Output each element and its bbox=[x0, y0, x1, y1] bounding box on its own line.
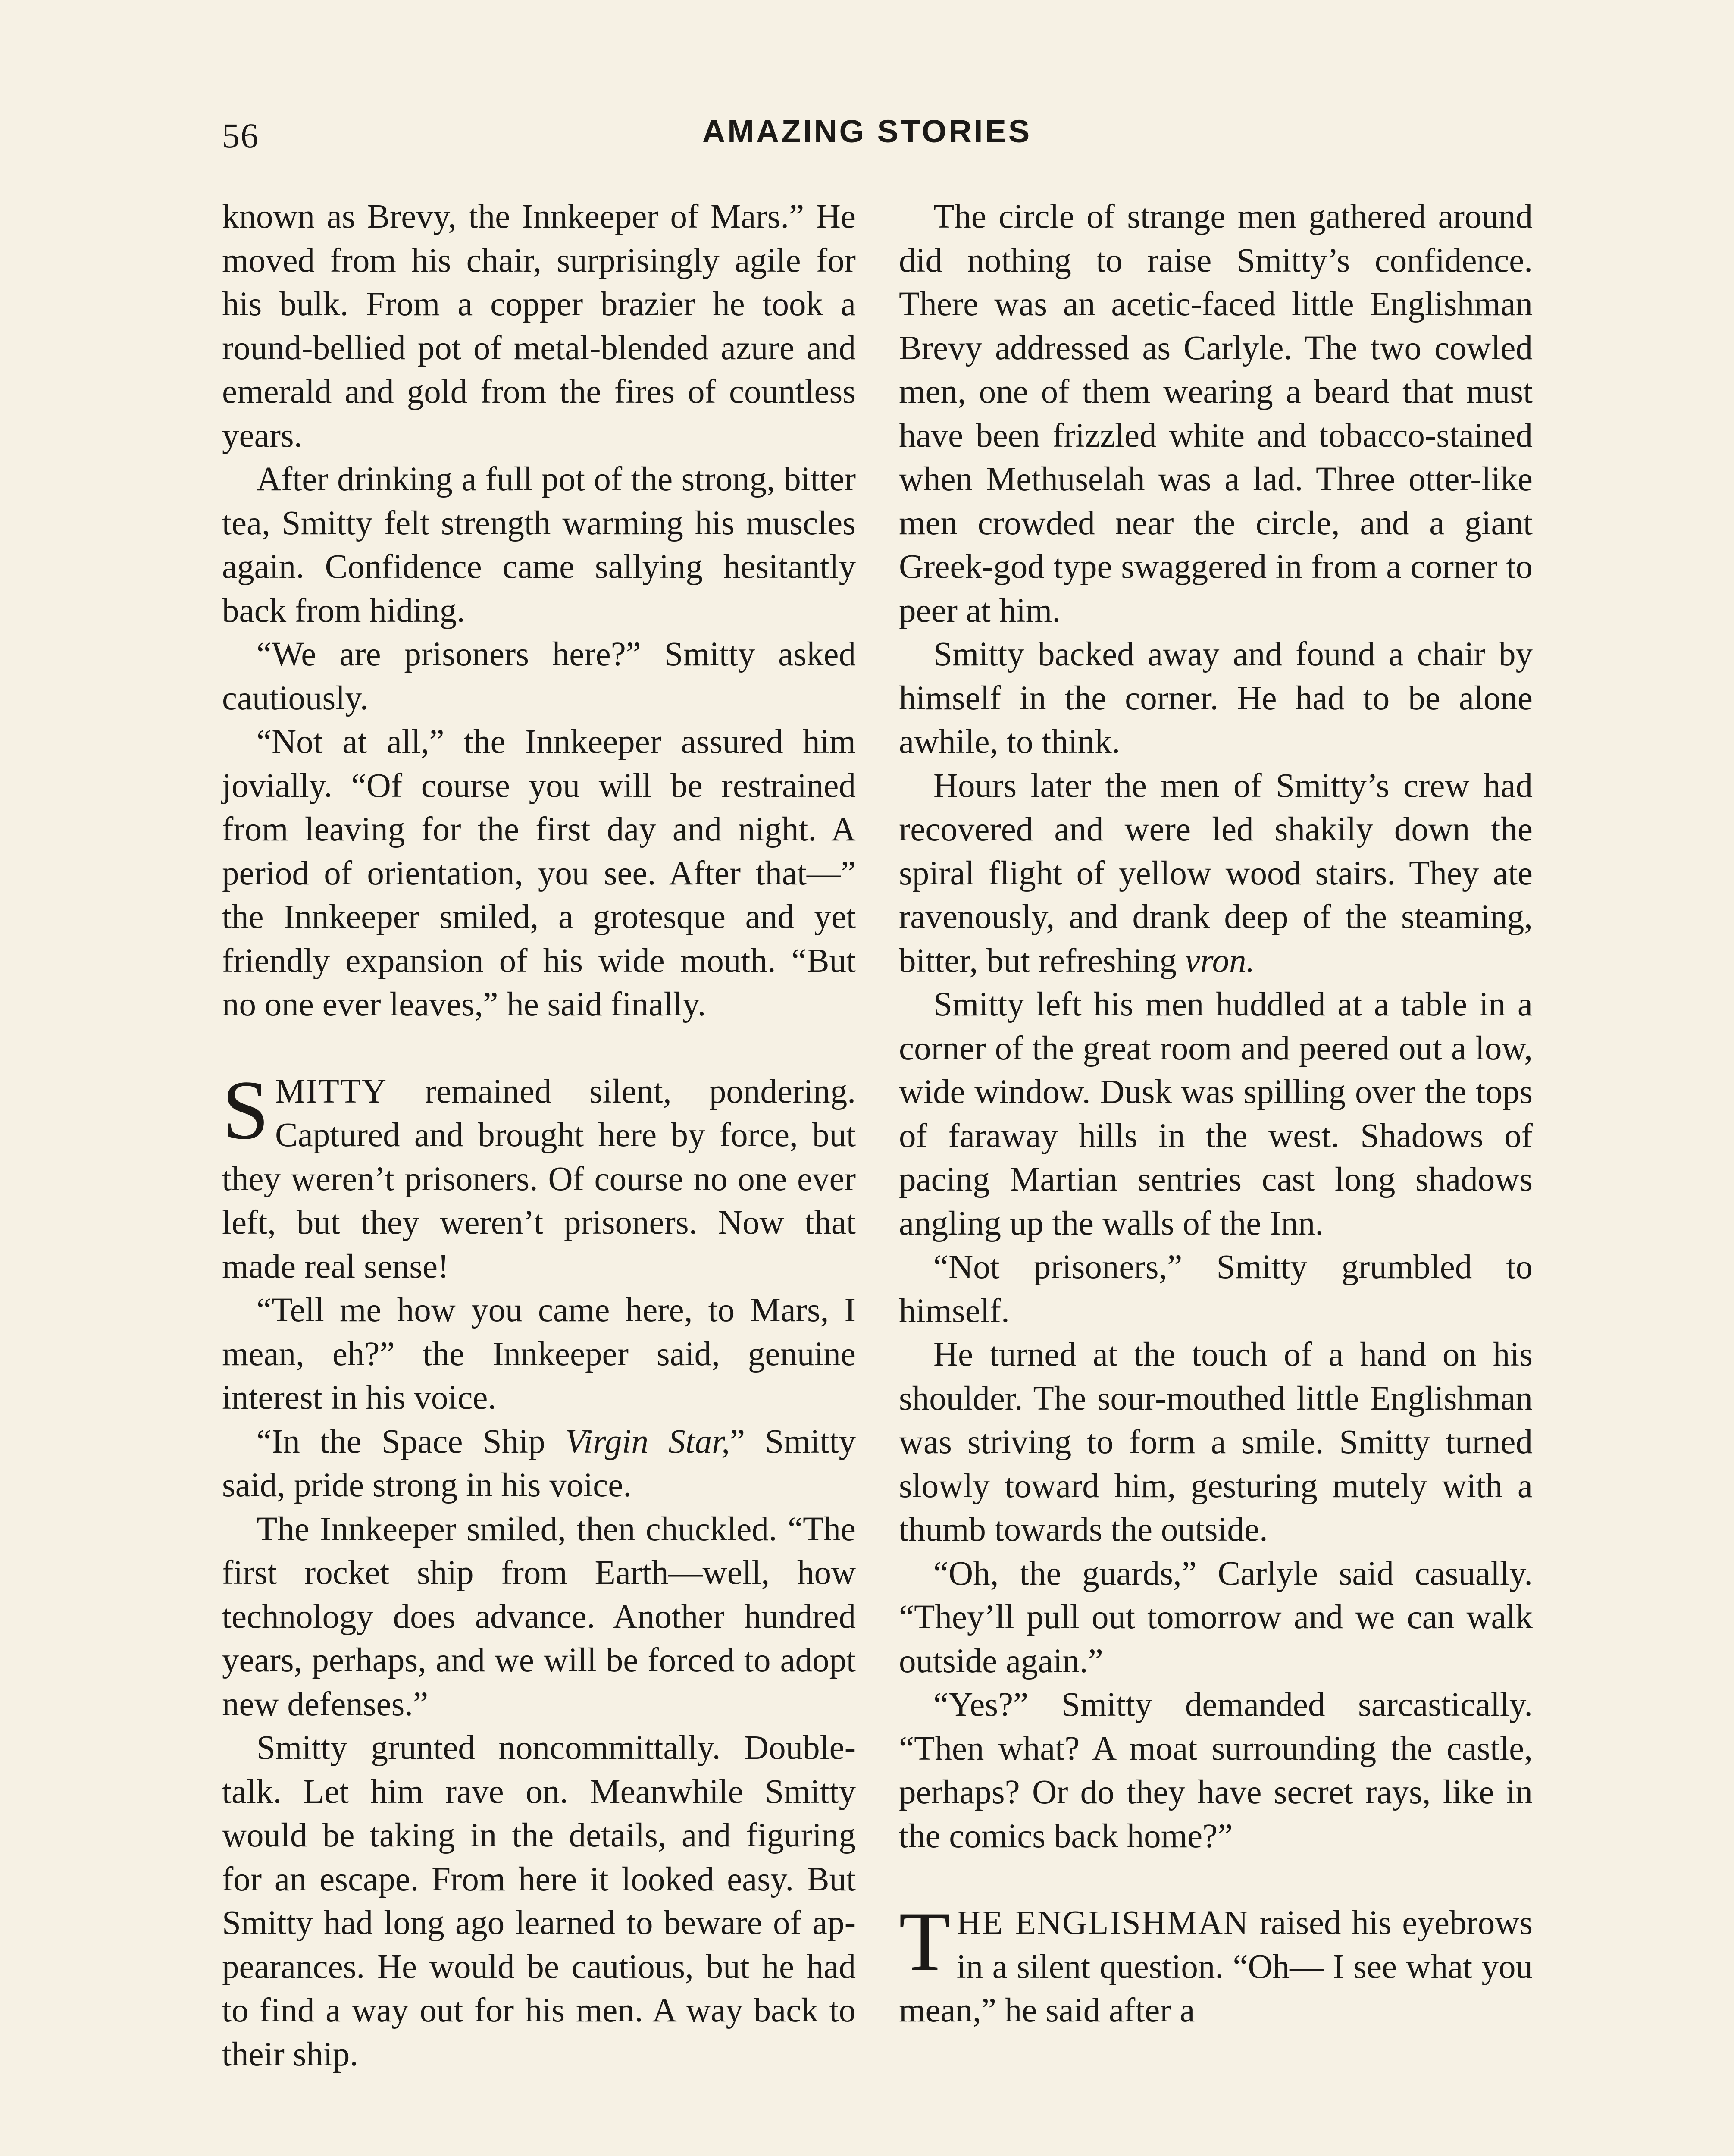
paragraph-text: Hours later the men of Smitty’s crew had recovered and were led shakily down the spiral flight of yellow wood stairs. They ate ravenously, and drank deep of the steaming, bitter, but refreshing bbox=[899, 767, 1533, 980]
paragraph: Smitty backed away and found a chair by himself in the corner. He had to be alone awhile, to think. bbox=[899, 636, 1533, 761]
paragraph: Smitty grunted noncommittally. Double-talk. Let him rave on. Meanwhile Smitty would be taking in the details, and figuring for an escape. From here it looked easy. But Smitty had long ago learned to beware of appearances. He would be cautious, but he had to find a way out for his men. A way back to their ship. bbox=[222, 1729, 856, 2073]
paragraph-text: remained silent, pondering. Captured and brought here by force, but they weren’t prisoners. Of course no one ever left, but they weren’t prisoners. Now that made real sense! bbox=[222, 1072, 856, 1285]
section-paragraph bbox=[222, 1063, 856, 1289]
section-paragraph bbox=[899, 1895, 1533, 2033]
paragraph-text: raised his eyebrows in a silent question. “Oh— I see what you mean,” he said after a bbox=[899, 1904, 1533, 2029]
paragraph: “Oh, the guards,” Carlyle said casually. “They’ll pull out tomorrow and we can walk outside again.” bbox=[899, 1554, 1533, 1680]
drink-name: vron. bbox=[1185, 942, 1255, 980]
drop-cap: S bbox=[222, 1063, 269, 1157]
paragraph-text: “In the Space Ship bbox=[257, 1423, 565, 1460]
lead-in: HE ENGLISHMAN bbox=[956, 1904, 1249, 1942]
lead-in: MITTY bbox=[275, 1072, 388, 1110]
paragraph: The circle of strange men gathered around did nothing to raise Smitty’s confidence. There was an acetic-faced little Englishman Brevy addressed as Carlyle. The two cowled men, one of them wearing a beard that must have been frizzled white and tobacco-stained when Methuselah was a lad. Three otter-like men crowded near the circle, and a giant Greek-god type swaggered in from a corner to peer at him. bbox=[899, 198, 1533, 630]
paragraph: After drinking a full pot of the strong, bitter tea, Smitty felt strength warming his muscles again. Confidence came sallying hesitantly back from hiding. bbox=[222, 461, 856, 630]
running-head: AMAZING STORIES bbox=[702, 113, 1032, 149]
paragraph: “Not prisoners,” Smitty grumbled to himself. bbox=[899, 1248, 1533, 1330]
paragraph-text: ” Smitty said, pride strong in his voice. bbox=[222, 1423, 856, 1504]
paragraph: known as Brevy, the Innkeeper of Mars.” He moved from his chair, surprisingly agile for his bulk. From a copper brazier he took a round-bellied pot of metal-blended azure and emerald and gold from the fires of countless years. bbox=[222, 198, 856, 454]
drop-cap: T bbox=[899, 1895, 951, 1988]
page-number: 56 bbox=[222, 116, 259, 155]
ship-name: Virgin Star, bbox=[565, 1423, 730, 1460]
paragraph: The Innkeeper smiled, then chuckled. “The first rocket ship from Earth—well, how technology does advance. Another hundred years, perhaps, and we will be forced to adopt new defenses.” bbox=[222, 1510, 856, 1723]
paragraph: “Tell me how you came here, to Mars, I mean, eh?” the Innkeeper said, genuine interest in his voice. bbox=[222, 1291, 856, 1416]
paragraph: “Not at all,” the Innkeeper assured him jovially. “Of course you will be restrained from leaving for the first day and night. A period of orientation, you see. After that—” the Innkeeper smiled, a grotesque and yet friendly expansion of his wide mouth. “But no one ever leaves,” he said finally. bbox=[222, 723, 856, 1023]
paragraph: He turned at the touch of a hand on his shoulder. The sour-mouthed little Englishman was striving to form a smile. Smitty turned slowly toward him, gesturing mutely with a thumb towards the outside. bbox=[899, 1336, 1533, 1548]
paragraph: Smitty left his men huddled at a table in a corner of the great room and peered out a low, wide window. Dusk was spilling over the tops of faraway hills in the west. Shadows of pacing Martian sentries cast long shadows angling up the walls of the Inn. bbox=[899, 986, 1533, 1242]
paragraph: “Yes?” Smitty demanded sarcastically. “Then what? A moat surrounding the castle, perhaps? Or do they have secret rays, like in the comics back home?” bbox=[899, 1686, 1533, 1855]
paragraph bbox=[222, 1420, 856, 1507]
paragraph bbox=[899, 764, 1533, 983]
right-column bbox=[899, 195, 1533, 2033]
left-column bbox=[222, 195, 856, 2076]
paragraph: “We are prisoners here?” Smitty asked cautiously. bbox=[222, 636, 856, 717]
